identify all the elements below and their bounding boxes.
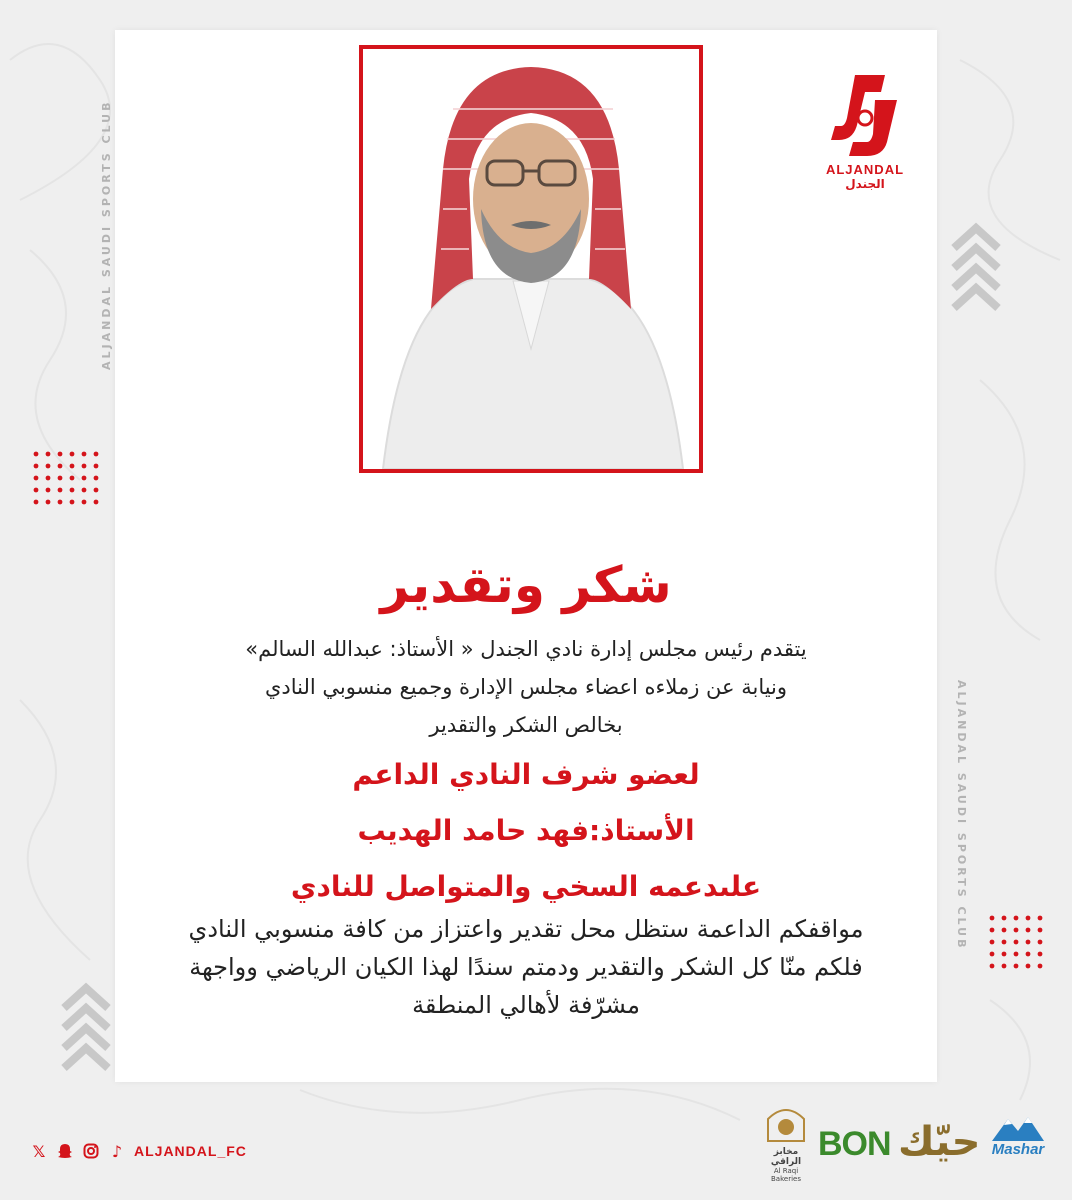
logo-text-en: ALJANDAL <box>825 162 905 177</box>
tiktok-icon[interactable]: ♪ <box>111 1141 123 1161</box>
closing-line: فلكم منّا كل الشكر والتقدير ودمتم سندًا لهذا الكيان الرياضي وواجهة <box>189 953 863 981</box>
intro-paragraph <box>145 630 907 744</box>
sponsor-raqi <box>760 1105 812 1183</box>
intro-line: ونيابة عن زملاءه اعضاء مجلس الإدارة وجميع منسوبي النادي <box>264 675 788 699</box>
sponsor-hayak: حيّك <box>898 1119 981 1165</box>
logo-text-ar: الجندل <box>845 177 885 191</box>
side-text-left: ALJANDAL SAUDI SPORTS CLUB <box>100 99 113 370</box>
x-icon[interactable]: 𝕏 <box>32 1141 46 1161</box>
closing-line: مشرّفة لأهالي المنطقة <box>412 991 640 1019</box>
portrait-frame <box>359 45 703 473</box>
intro-line: بخالص الشكر والتقدير <box>429 713 623 737</box>
page-title: شكر وتقدير <box>380 556 672 614</box>
honoree-name: الأستاذ:فهد حامد الهديب <box>357 814 695 847</box>
honoree-role: لعضو شرف النادي الداعم <box>352 758 700 791</box>
chevrons-left <box>64 988 108 1068</box>
intro-line: يتقدم رئيس مجلس إدارة نادي الجندل « الأستاذ: عبدالله السالم» <box>245 637 807 661</box>
closing-paragraph <box>145 910 907 1024</box>
instagram-icon[interactable] <box>82 1142 100 1160</box>
sponsor-raqi-name-en: Al Raqi Bakeries <box>771 1167 801 1183</box>
sponsor-mashar <box>988 1113 1048 1158</box>
raqi-emblem-icon <box>764 1105 808 1143</box>
portrait-illustration <box>363 49 699 469</box>
sponsor-bon: BON <box>818 1125 891 1163</box>
snapchat-icon[interactable] <box>56 1142 74 1160</box>
honoree-reason: علىدعمه السخي والمتواصل للنادي <box>290 870 762 903</box>
social-bar <box>30 1142 247 1160</box>
sponsor-mashar-name: Mashar <box>991 1141 1045 1158</box>
sponsor-logos <box>760 1105 1060 1185</box>
sponsor-raqi-name-ar: مخابز الراقي <box>770 1147 802 1167</box>
closing-line: مواقفكم الداعمة ستظل محل تقدير واعتزاز من كافة منسوبي النادي <box>188 915 864 943</box>
dot-grid-left <box>34 452 99 505</box>
side-text-right: ALJANDAL SAUDI SPORTS CLUB <box>955 680 968 951</box>
club-logo-mark <box>825 70 905 160</box>
club-logo <box>810 70 920 200</box>
chevrons-right <box>954 228 998 308</box>
social-handle[interactable]: ALJANDAL_FC <box>134 1143 247 1159</box>
mashar-mountain-icon <box>990 1113 1046 1143</box>
announcement-card <box>115 30 937 1082</box>
dot-grid-right <box>990 916 1043 969</box>
